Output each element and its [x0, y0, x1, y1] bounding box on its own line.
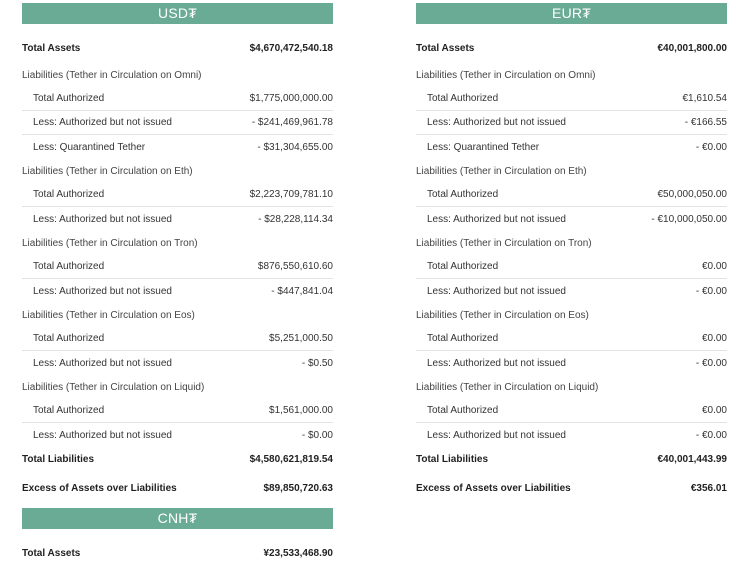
- usd-tron-row: Less: Authorized but not issued - $447,841.04: [33, 285, 333, 297]
- eur-total-assets-row: [416, 33, 727, 63]
- eur-eos-row: Less: Authorized but not issued - €0.00: [427, 357, 727, 369]
- usd-total-assets-row: [22, 33, 333, 63]
- total-assets-label: Total Assets: [22, 42, 81, 54]
- usd-eos-row: Less: Authorized but not issued - $0.50: [33, 357, 333, 369]
- eur-header: EUR₮: [416, 3, 727, 24]
- eur-omni-row: Total Authorized €1,610.54: [416, 87, 727, 111]
- section-title-omni: Liabilities (Tether in Circulation on Omni): [22, 69, 202, 81]
- eur-eos-row: Total Authorized €0.00: [416, 327, 727, 351]
- usd-eos-row: Total Authorized $5,251,000.50: [22, 327, 333, 351]
- cnh-header: CNH₮: [22, 508, 333, 529]
- eur-panel: [416, 3, 727, 505]
- usd-eth-row: Total Authorized $2,223,709,781.10: [22, 183, 333, 207]
- section-title-eos: Liabilities (Tether in Circulation on Eos): [416, 309, 589, 321]
- section-title-eth: Liabilities (Tether in Circulation on Eth): [22, 165, 193, 177]
- usd-omni-row: Less: Authorized but not issued - $241,469,961.78: [22, 111, 333, 135]
- cnh-panel: [22, 508, 333, 563]
- section-title-eos: Liabilities (Tether in Circulation on Eos): [22, 309, 195, 321]
- eur-omni-row: Less: Authorized but not issued - €166.55: [416, 111, 727, 135]
- section-title-eth: Liabilities (Tether in Circulation on Eth): [416, 165, 587, 177]
- total-assets-label: Total Assets: [22, 547, 81, 559]
- total-assets-value: $4,670,472,540.18: [249, 42, 333, 54]
- section-title-omni: Liabilities (Tether in Circulation on Omni): [416, 69, 596, 81]
- usd-omni-row: Total Authorized $1,775,000,000.00: [22, 87, 333, 111]
- eur-tron-row: Less: Authorized but not issued - €0.00: [427, 285, 727, 297]
- eur-liquid-row: Less: Authorized but not issued - €0.00: [427, 429, 727, 441]
- usd-liquid-row: Total Authorized $1,561,000.00: [22, 399, 333, 423]
- usd-header: USD₮: [22, 3, 333, 24]
- section-title-liquid: Liabilities (Tether in Circulation on Liquid): [22, 381, 205, 393]
- cnh-total-assets-row: [22, 538, 333, 563]
- eur-tron-row: Total Authorized €0.00: [416, 255, 727, 279]
- usd-eth-row: Less: Authorized but not issued - $28,228,114.34: [33, 213, 333, 225]
- section-title-tron: Liabilities (Tether in Circulation on Tron): [416, 237, 592, 249]
- usd-liquid-row: Less: Authorized but not issued - $0.00: [33, 429, 333, 441]
- eur-omni-row: Less: Quarantined Tether - €0.00: [427, 141, 727, 153]
- total-assets-label: Total Assets: [416, 42, 475, 54]
- eur-total-liabilities-row: Total Liabilities €40,001,443.99: [416, 453, 727, 465]
- section-title-liquid: Liabilities (Tether in Circulation on Liquid): [416, 381, 599, 393]
- total-assets-value: ¥23,533,468.90: [263, 547, 333, 559]
- usd-total-liabilities-row: Total Liabilities $4,580,621,819.54: [22, 453, 333, 465]
- eur-liquid-row: Total Authorized €0.00: [416, 399, 727, 423]
- usd-omni-row: Less: Quarantined Tether - $31,304,655.00: [33, 141, 333, 153]
- eur-eth-row: Total Authorized €50,000,050.00: [416, 183, 727, 207]
- total-assets-value: €40,001,800.00: [657, 42, 727, 54]
- usd-panel: [22, 3, 333, 505]
- eur-eth-row: Less: Authorized but not issued - €10,000,050.00: [427, 213, 727, 225]
- section-title-tron: Liabilities (Tether in Circulation on Tron): [22, 237, 198, 249]
- eur-excess-row: Excess of Assets over Liabilities €356.01: [416, 482, 727, 494]
- usd-tron-row: Total Authorized $876,550,610.60: [22, 255, 333, 279]
- usd-excess-row: Excess of Assets over Liabilities $89,850,720.63: [22, 482, 333, 494]
